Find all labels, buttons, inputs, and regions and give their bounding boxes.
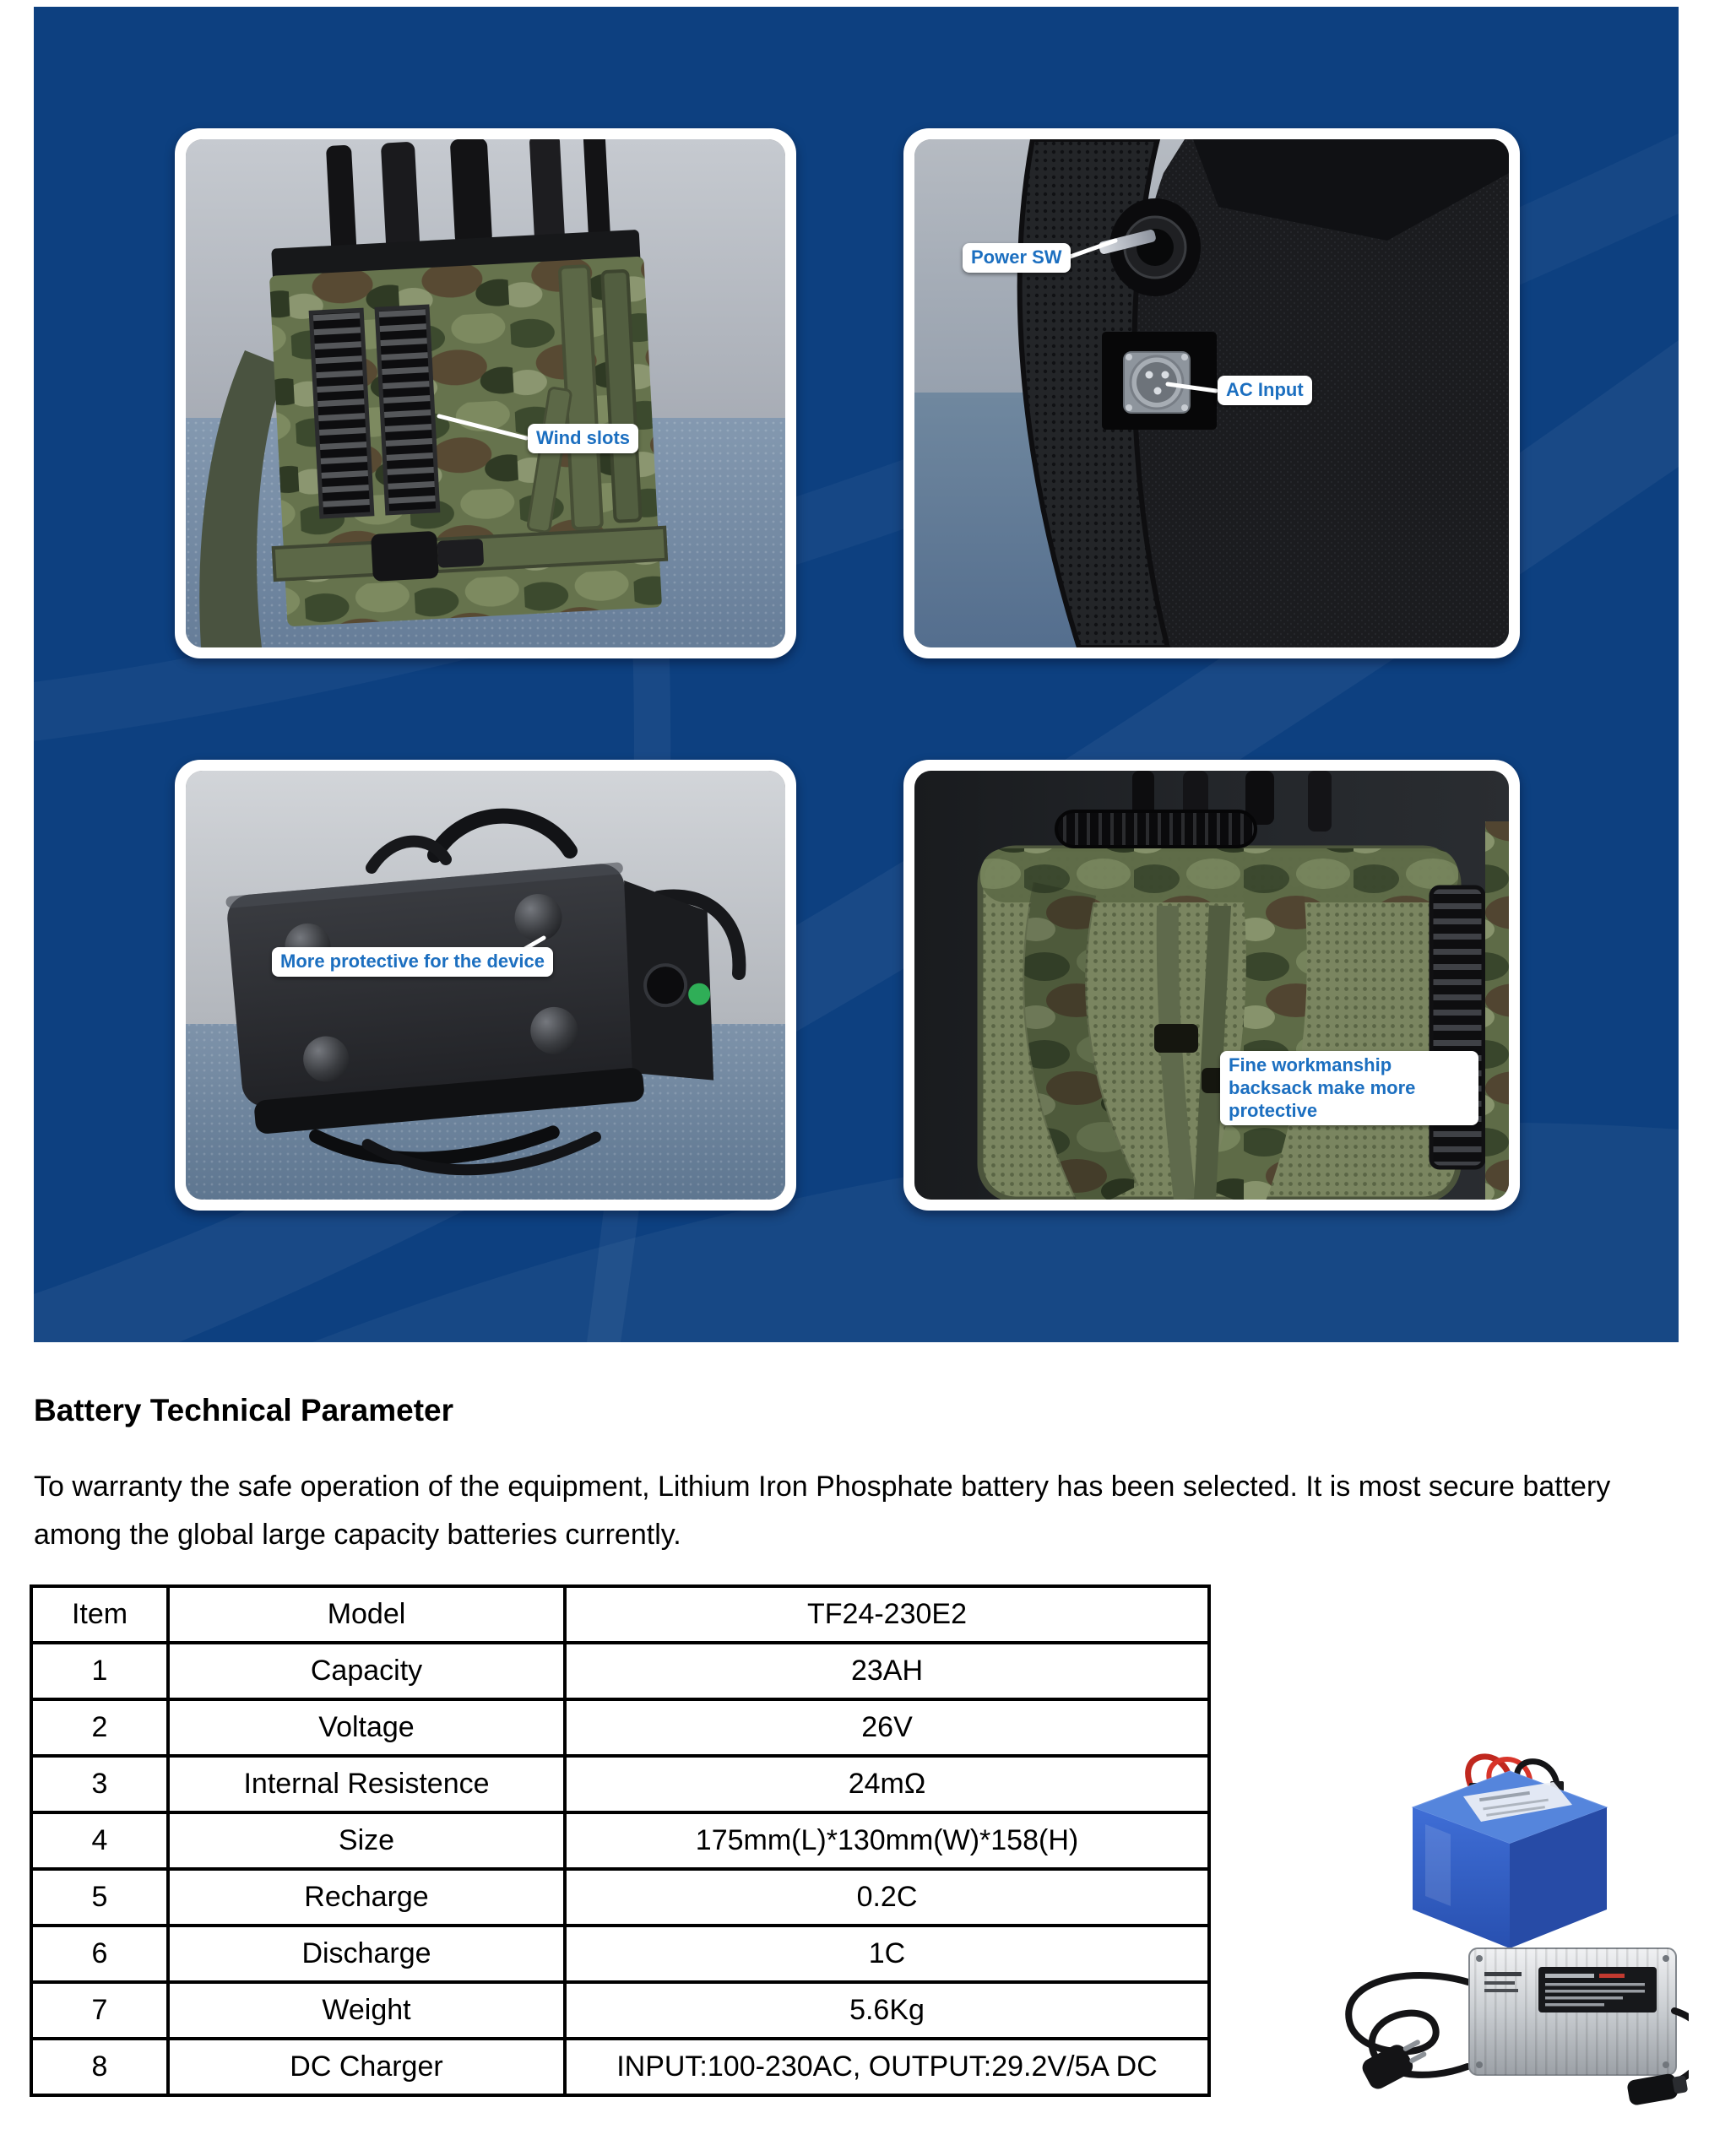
device-bottom-illustration (186, 771, 785, 1200)
photo-top-left-backpack-front (175, 128, 796, 658)
spec-row: 3 Internal Resistence 24mΩ (31, 1756, 1209, 1812)
charger-photo (1292, 1933, 1689, 2110)
battery-photo (1392, 1744, 1628, 1955)
callout-wind-slots: Wind slots (528, 424, 638, 453)
callout-fine-workmanship: Fine workmanship backsack make more protective (1220, 1051, 1478, 1125)
spec-row: 5 Recharge 0.2C (31, 1869, 1209, 1926)
spec-row: 4 Size 175mm(L)*130mm(W)*158(H) (31, 1812, 1209, 1869)
spec-row: 2 Voltage 26V (31, 1699, 1209, 1756)
spec-row: 1 Capacity 23AH (31, 1643, 1209, 1699)
battery-spec-table (30, 1584, 1211, 2097)
product-photos-panel (34, 7, 1679, 1342)
photo-bottom-right-backsack-rear (903, 760, 1520, 1211)
spec-header-row (31, 1586, 1209, 1643)
intro-paragraph: To warranty the safe operation of the equipment, Lithium Iron Phosphate battery has been selected. It is most secure battery among the global large capacity batteries currently. (34, 1471, 1611, 1551)
battery-cube-illustration (1392, 1744, 1628, 1955)
spec-header-item: Item (31, 1586, 168, 1643)
callout-more-protective: More protective for the device (272, 947, 553, 977)
power-panel-illustration (914, 139, 1509, 647)
spec-header-model: Model (168, 1586, 565, 1643)
dc-charger-illustration (1292, 1933, 1689, 2110)
spec-row: 7 Weight 5.6Kg (31, 1982, 1209, 2039)
callout-power-sw: Power SW (963, 243, 1071, 273)
photo-top-right-power-panel (903, 128, 1520, 658)
spec-row: 8 DC Charger INPUT:100-230AC, OUTPUT:29.2V/5A DC (31, 2039, 1209, 2095)
photo-bottom-left-device-bottom (175, 760, 796, 1211)
section-heading: Battery Technical Parameter (34, 1393, 453, 1427)
backsack-rear-illustration (914, 771, 1509, 1200)
spec-header-value: TF24-230E2 (565, 1586, 1209, 1643)
callout-ac-input: AC Input (1218, 376, 1312, 405)
spec-row: 6 Discharge 1C (31, 1926, 1209, 1982)
backpack-front-illustration (186, 139, 785, 647)
